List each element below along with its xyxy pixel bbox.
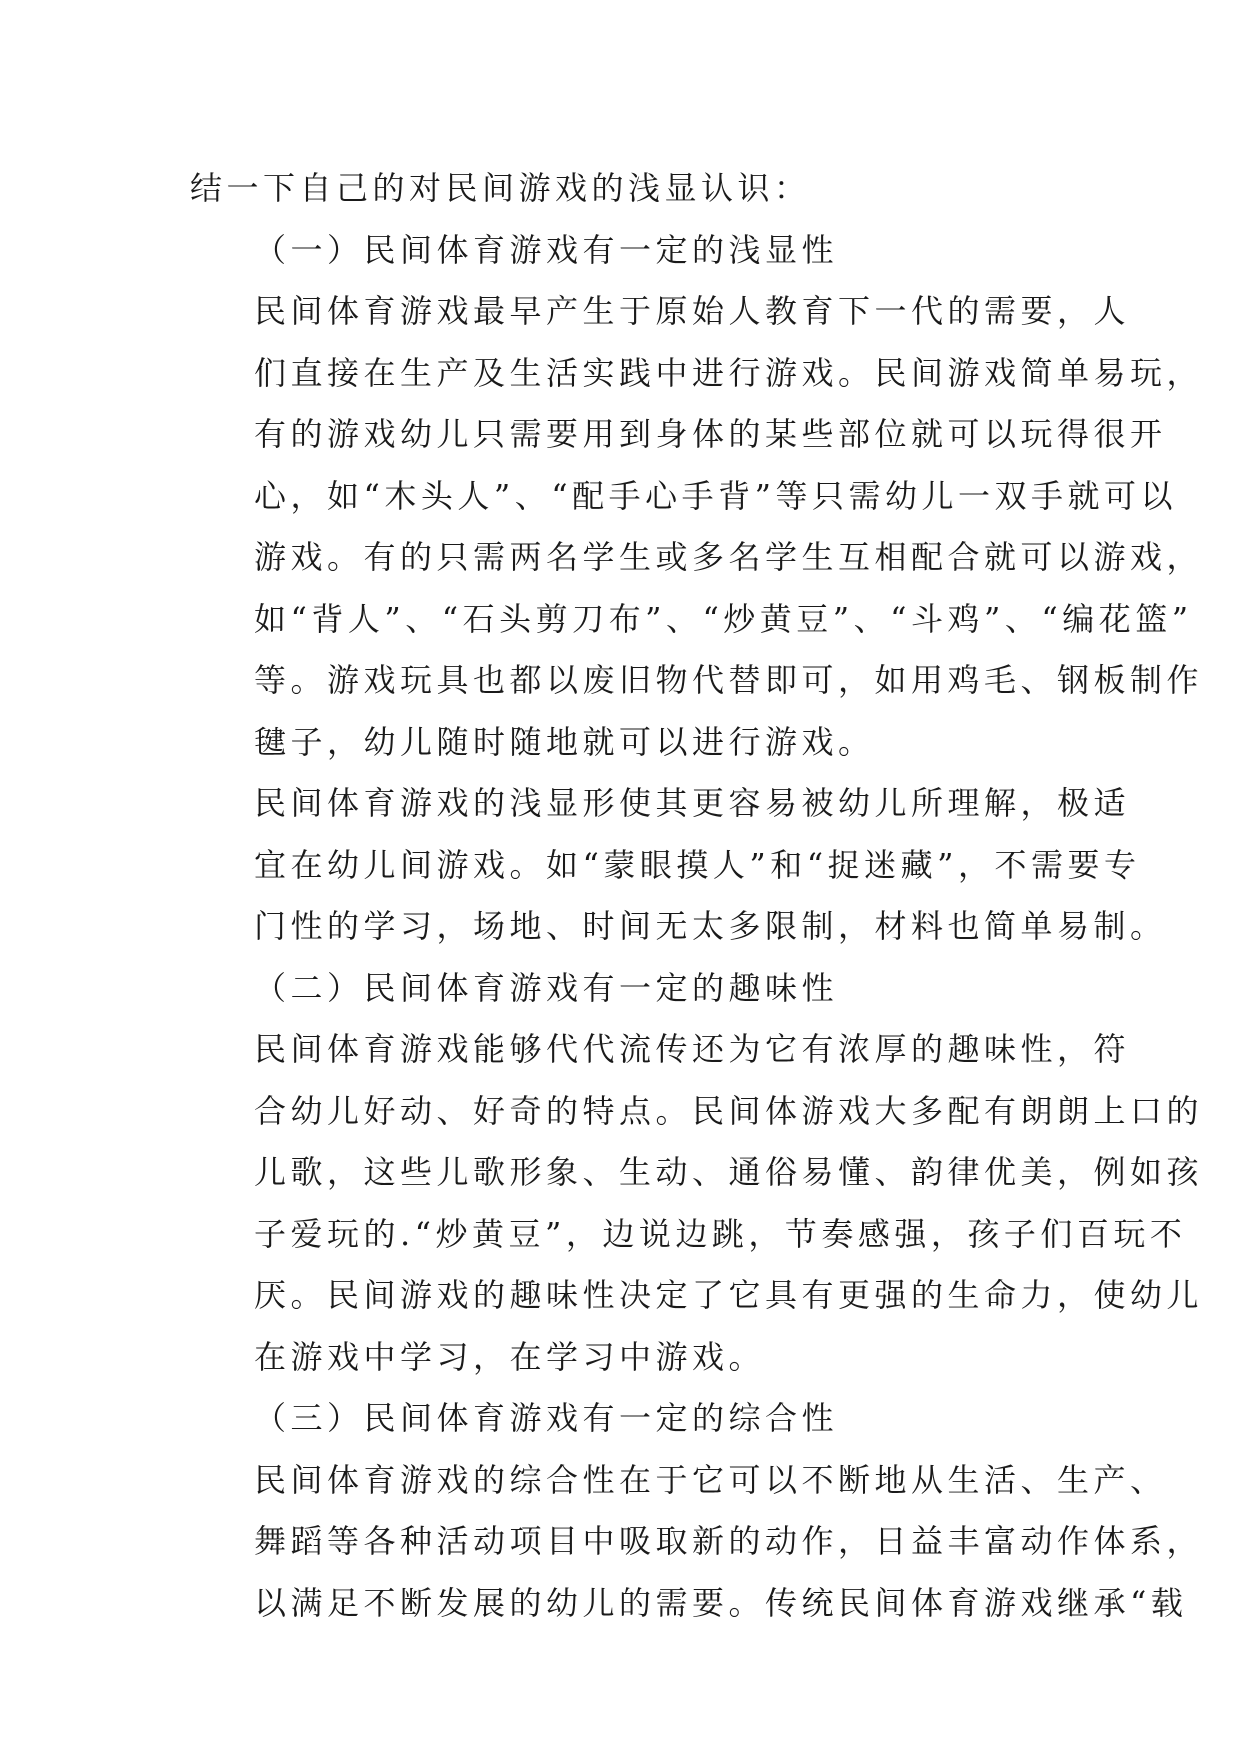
text-line: 心，如“木头人”、“配手心手背”等只需幼儿一双手就可以: [254, 476, 1177, 515]
text-line: 在游戏中学习，在学习中游戏。: [254, 1337, 766, 1376]
paragraph: [190, 281, 1204, 773]
text-line: 游戏。有的只需两名学生或多名学生互相配合就可以游戏，: [254, 538, 1204, 576]
paragraph: [190, 773, 1167, 958]
document-body: [190, 158, 1204, 1634]
text-line: 等。游戏玩具也都以废旧物代替即可，如用鸡毛、钢板制作: [254, 661, 1204, 699]
text-line: （一）民间体育游戏有一定的浅显性: [254, 230, 839, 269]
text-line: （二）民间体育游戏有一定的趣味性: [254, 968, 839, 1007]
text-line: 民间体育游戏能够代代流传还为它有浓厚的趣味性，符: [254, 1030, 1131, 1068]
text-line: 如“背人”、“石头剪刀布”、“炒黄豆”、“斗鸡”、“编花篮”: [254, 599, 1193, 638]
text-line: 舞蹈等各种活动项目中吸取新的动作，日益丰富动作体系，: [254, 1522, 1204, 1560]
section-heading: [190, 220, 1050, 282]
paragraph: [190, 158, 1050, 220]
text-line: 合幼儿好动、好奇的特点。民间体游戏大多配有朗朗上口的: [254, 1091, 1204, 1130]
text-line: 民间体育游戏最早产生于原始人教育下一代的需要，人: [254, 292, 1131, 330]
text-line: 以满足不断发展的幼儿的需要。传统民间体育游戏继承“载: [254, 1583, 1188, 1622]
text-line: 有的游戏幼儿只需要用到身体的某些部位就可以玩得很开: [254, 415, 1167, 453]
text-line: 民间体育游戏的综合性在于它可以不断地从生活、生产、: [254, 1460, 1167, 1499]
text-line: 结一下自己的对民间游戏的浅显认识：: [190, 169, 811, 207]
text-line: 子爱玩的.“炒黄豆”，边说边跳，节奏感强，孩子们百玩不: [254, 1214, 1187, 1253]
text-line: （三）民间体育游戏有一定的综合性: [254, 1399, 839, 1437]
paragraph: [190, 1450, 1204, 1635]
paragraph: [190, 1019, 1204, 1388]
section-heading: [190, 958, 1050, 1020]
text-line: 儿歌，这些儿歌形象、生动、通俗易懂、韵律优美，例如孩: [254, 1153, 1204, 1191]
section-heading: [190, 1388, 1050, 1450]
text-line: 民间体育游戏的浅显形使其更容易被幼儿所理解，极适: [254, 784, 1131, 822]
text-line: 毽子，幼儿随时随地就可以进行游戏。: [254, 722, 875, 761]
text-line: 们直接在生产及生活实践中进行游戏。民间游戏简单易玩，: [254, 353, 1204, 392]
text-line: 宜在幼儿间游戏。如“蒙眼摸人”和“捉迷藏”，不需要专: [254, 845, 1141, 884]
text-line: 门性的学习，场地、时间无太多限制，材料也简单易制。: [254, 907, 1167, 945]
text-line: 厌。民间游戏的趣味性决定了它具有更强的生命力，使幼儿: [254, 1276, 1204, 1314]
